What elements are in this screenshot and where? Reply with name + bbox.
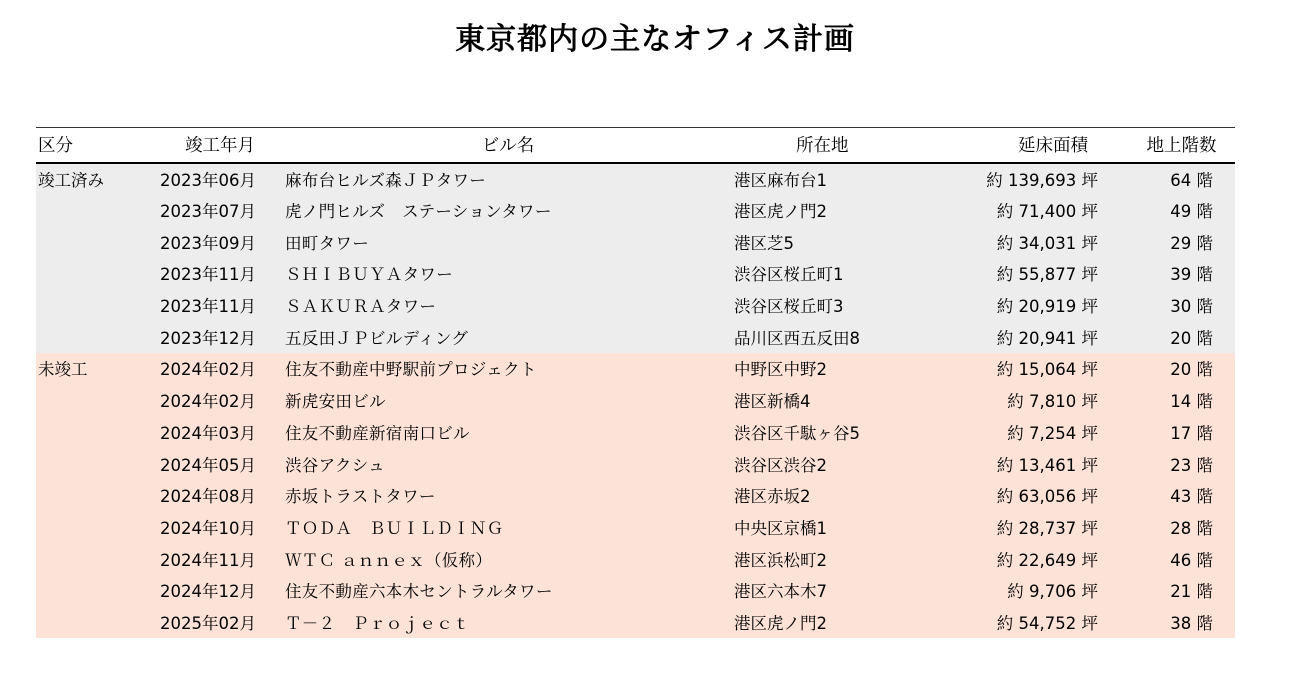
cell-category [36, 574, 158, 606]
cell-date: 2024年05月 [158, 448, 282, 480]
cell-date: 2023年09月 [158, 226, 282, 258]
cell-floor-area: 約 9,706 坪 [978, 574, 1128, 606]
table-row [36, 289, 1235, 321]
cell-floor-area: 約 7,254 坪 [978, 416, 1128, 448]
cell-floors: 43 階 [1128, 479, 1235, 511]
cell-location: 港区虎ノ門2 [734, 606, 978, 638]
cell-floors: 21 階 [1128, 574, 1235, 606]
cell-category [36, 194, 158, 226]
table-row [36, 163, 1235, 195]
cell-category [36, 321, 158, 353]
cell-location: 港区虎ノ門2 [734, 194, 978, 226]
table-row [36, 194, 1235, 226]
cell-floor-area: 約 7,810 坪 [978, 384, 1128, 416]
cell-floor-area: 約 139,693 坪 [978, 163, 1128, 195]
cell-date: 2023年12月 [158, 321, 282, 353]
cell-date: 2024年08月 [158, 479, 282, 511]
cell-building: 虎ノ門ヒルズ ステーションタワー [282, 194, 734, 226]
cell-building: 住友不動産中野駅前プロジェクト [282, 353, 734, 385]
table-row [36, 606, 1235, 638]
table-row [36, 321, 1235, 353]
table-body [36, 163, 1235, 638]
cell-floors: 29 階 [1128, 226, 1235, 258]
office-plan-table [36, 127, 1235, 638]
cell-floors: 17 階 [1128, 416, 1235, 448]
cell-date: 2024年03月 [158, 416, 282, 448]
cell-building: 赤坂トラストタワー [282, 479, 734, 511]
cell-location: 中央区京橋1 [734, 511, 978, 543]
table-row [36, 511, 1235, 543]
table-row [36, 353, 1235, 385]
cell-location: 渋谷区桜丘町3 [734, 289, 978, 321]
cell-location: 港区芝5 [734, 226, 978, 258]
cell-date: 2024年10月 [158, 511, 282, 543]
cell-building: 田町タワー [282, 226, 734, 258]
table-row [36, 226, 1235, 258]
cell-category [36, 606, 158, 638]
table-row [36, 448, 1235, 480]
header-building: ビル名 [282, 128, 734, 163]
table-row [36, 384, 1235, 416]
cell-floor-area: 約 20,941 坪 [978, 321, 1128, 353]
header-category: 区分 [36, 128, 158, 163]
header-row [36, 128, 1235, 163]
cell-floor-area: 約 22,649 坪 [978, 543, 1128, 575]
cell-floor-area: 約 54,752 坪 [978, 606, 1128, 638]
cell-location: 港区麻布台1 [734, 163, 978, 195]
cell-date: 2024年11月 [158, 543, 282, 575]
table-header [36, 128, 1235, 163]
cell-floor-area: 約 71,400 坪 [978, 194, 1128, 226]
cell-building: 住友不動産新宿南口ビル [282, 416, 734, 448]
cell-floor-area: 約 15,064 坪 [978, 353, 1128, 385]
cell-category [36, 384, 158, 416]
cell-category [36, 479, 158, 511]
cell-location: 中野区中野2 [734, 353, 978, 385]
cell-floor-area: 約 63,056 坪 [978, 479, 1128, 511]
cell-location: 港区六本木7 [734, 574, 978, 606]
cell-date: 2023年11月 [158, 289, 282, 321]
cell-date: 2023年07月 [158, 194, 282, 226]
cell-date: 2024年12月 [158, 574, 282, 606]
cell-floors: 64 階 [1128, 163, 1235, 195]
cell-location: 品川区西五反田8 [734, 321, 978, 353]
cell-location: 港区浜松町2 [734, 543, 978, 575]
cell-location: 港区赤坂2 [734, 479, 978, 511]
cell-category [36, 226, 158, 258]
cell-category [36, 416, 158, 448]
cell-floors: 20 階 [1128, 321, 1235, 353]
cell-date: 2024年02月 [158, 384, 282, 416]
cell-building: ＴＯＤＡ ＢＵＩＬＤＩＮＧ [282, 511, 734, 543]
cell-category: 未竣工 [36, 353, 158, 385]
cell-floors: 38 階 [1128, 606, 1235, 638]
table-row [36, 416, 1235, 448]
header-completion: 竣工年月 [158, 128, 282, 163]
cell-building: ＷＴＣ ａｎｎｅｘ（仮称） [282, 543, 734, 575]
cell-date: 2024年02月 [158, 353, 282, 385]
cell-floor-area: 約 28,737 坪 [978, 511, 1128, 543]
cell-location: 渋谷区渋谷2 [734, 448, 978, 480]
header-floors: 地上階数 [1128, 128, 1235, 163]
table-row [36, 543, 1235, 575]
cell-date: 2025年02月 [158, 606, 282, 638]
cell-floors: 20 階 [1128, 353, 1235, 385]
cell-building: 麻布台ヒルズ森ＪＰタワー [282, 163, 734, 195]
page-title: 東京都内の主なオフィス計画 [455, 22, 855, 57]
cell-floors: 14 階 [1128, 384, 1235, 416]
cell-category: 竣工済み [36, 163, 158, 195]
cell-building: 渋谷アクシュ [282, 448, 734, 480]
cell-category [36, 511, 158, 543]
cell-floor-area: 約 34,031 坪 [978, 226, 1128, 258]
cell-building: 五反田ＪＰビルディング [282, 321, 734, 353]
cell-floor-area: 約 20,919 坪 [978, 289, 1128, 321]
cell-building: 住友不動産六本木セントラルタワー [282, 574, 734, 606]
cell-floor-area: 約 13,461 坪 [978, 448, 1128, 480]
cell-location: 渋谷区桜丘町1 [734, 258, 978, 290]
table-row [36, 574, 1235, 606]
cell-date: 2023年11月 [158, 258, 282, 290]
cell-building: 新虎安田ビル [282, 384, 734, 416]
cell-location: 港区新橋4 [734, 384, 978, 416]
cell-floor-area: 約 55,877 坪 [978, 258, 1128, 290]
header-floor-area: 延床面積 [978, 128, 1128, 163]
cell-building: Ｔ－２ Ｐｒｏｊｅｃｔ [282, 606, 734, 638]
cell-floors: 23 階 [1128, 448, 1235, 480]
cell-date: 2023年06月 [158, 163, 282, 195]
cell-building: ＳＨＩＢＵＹＡタワー [282, 258, 734, 290]
cell-category [36, 448, 158, 480]
cell-category [36, 258, 158, 290]
cell-floors: 49 階 [1128, 194, 1235, 226]
cell-category [36, 543, 158, 575]
cell-floors: 39 階 [1128, 258, 1235, 290]
cell-floors: 28 階 [1128, 511, 1235, 543]
cell-building: ＳＡＫＵＲＡタワー [282, 289, 734, 321]
header-location: 所在地 [734, 128, 978, 163]
cell-category [36, 289, 158, 321]
cell-floors: 46 階 [1128, 543, 1235, 575]
table-row [36, 479, 1235, 511]
table-row [36, 258, 1235, 290]
cell-location: 渋谷区千駄ヶ谷5 [734, 416, 978, 448]
cell-floors: 30 階 [1128, 289, 1235, 321]
